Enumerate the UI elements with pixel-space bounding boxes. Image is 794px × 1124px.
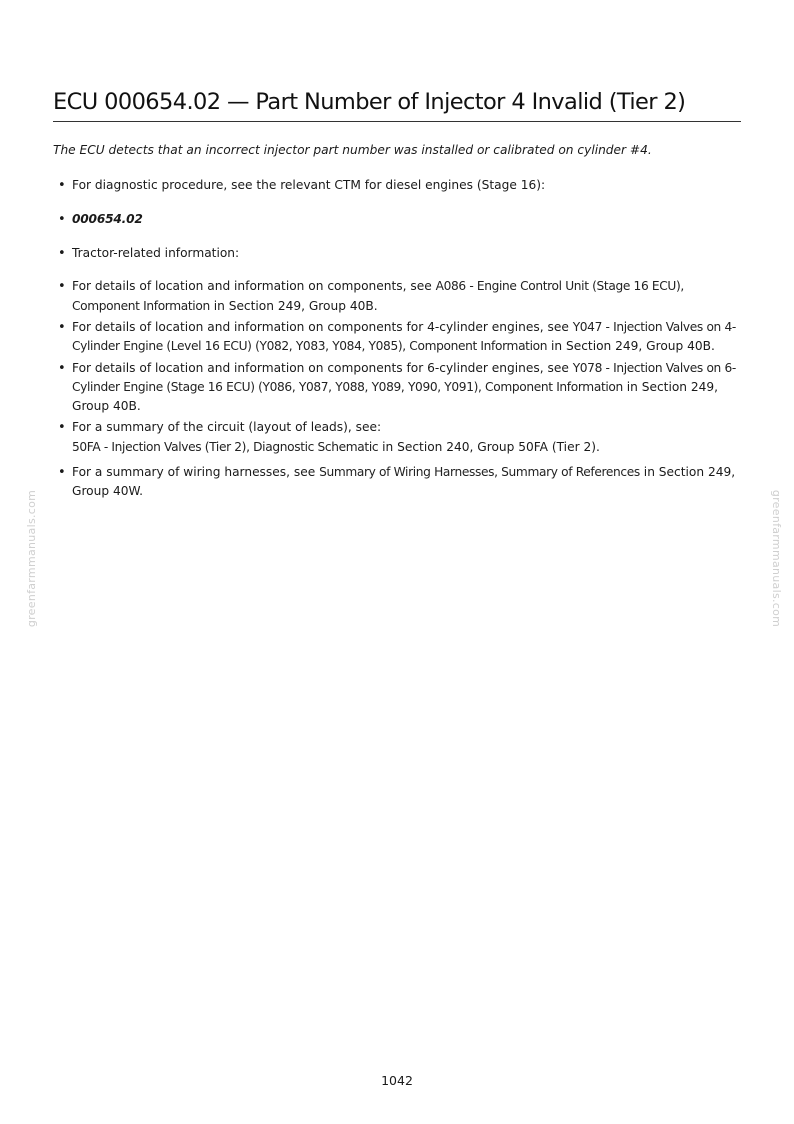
reference-link[interactable]: Y078 - Injection Valves on 6-Cylinder Engine (Stage 16 ECU) (Y086, Y087, Y088, Y089, Y090, Y091), Component Information [72, 360, 736, 394]
list-item [57, 244, 745, 263]
bullet-icon: • [58, 245, 66, 261]
list-item-text: Tractor-related information: [72, 245, 240, 260]
page-number: 1042 [381, 1073, 413, 1088]
bullet-icon: • [58, 360, 66, 376]
info-list [57, 176, 745, 502]
list-item [57, 176, 745, 195]
reference-link[interactable]: Y047 - Injection Valves on 4-Cylinder Engine (Level 16 ECU) (Y082, Y083, Y084, Y085), Component Information [72, 319, 736, 354]
list-item [57, 318, 745, 357]
watermark-right: greenfarmmanuals.com [770, 489, 784, 628]
reference-link[interactable]: Summary of Wiring Harnesses, Summary of References [319, 465, 640, 480]
intro-text: The ECU detects that an incorrect injector part number was installed or calibrated on cylinder #4. [53, 143, 652, 157]
list-item-text: For a summary of wiring harnesses, see [72, 465, 320, 480]
list-item-text: For details of location and information on components for 4-cylinder engines, see [72, 319, 573, 334]
bullet-icon: • [58, 211, 66, 227]
list-item-text: For diagnostic procedure, see the relevant CTM for diesel engines (Stage 16): [72, 178, 546, 192]
list-item [57, 210, 745, 229]
list-item-text: For a summary of the circuit (layout of leads), see: [72, 420, 382, 435]
list-item-text: in Section 249, Group 40W. [72, 465, 736, 499]
reference-link[interactable]: 50FA - Injection Valves (Tier 2), Diagnostic Schematic [72, 439, 379, 454]
list-item-text: in Section 249, Group 40B. [547, 339, 715, 354]
list-item-text: in Section 240, Group 50FA (Tier 2). [378, 439, 600, 454]
watermark-left: greenfarmmanuals.com [25, 489, 39, 628]
list-item-text: in Section 249, Group 40B. [209, 298, 378, 313]
bullet-icon: • [58, 178, 66, 193]
list-item [57, 418, 745, 457]
bullet-icon: • [58, 279, 66, 295]
list-item-text: in Section 249, Group 40B. [72, 379, 719, 414]
list-item-text: For details of location and information on components, see [72, 279, 436, 294]
reference-link[interactable]: A086 - Engine Control Unit (Stage 16 ECU), Component Information [72, 279, 684, 313]
bullet-icon: • [58, 465, 66, 481]
diagnostic-code: 000654.02 [72, 211, 143, 226]
list-item [57, 463, 745, 502]
list-item [57, 359, 745, 417]
bullet-icon: • [58, 319, 66, 335]
list-item-text: For details of location and information on components for 6-cylinder engines, see [72, 360, 573, 375]
bullet-icon: • [58, 420, 66, 436]
list-item [57, 277, 745, 316]
page-title: ECU 000654.02 — Part Number of Injector 4 Invalid (Tier 2) [53, 86, 741, 122]
